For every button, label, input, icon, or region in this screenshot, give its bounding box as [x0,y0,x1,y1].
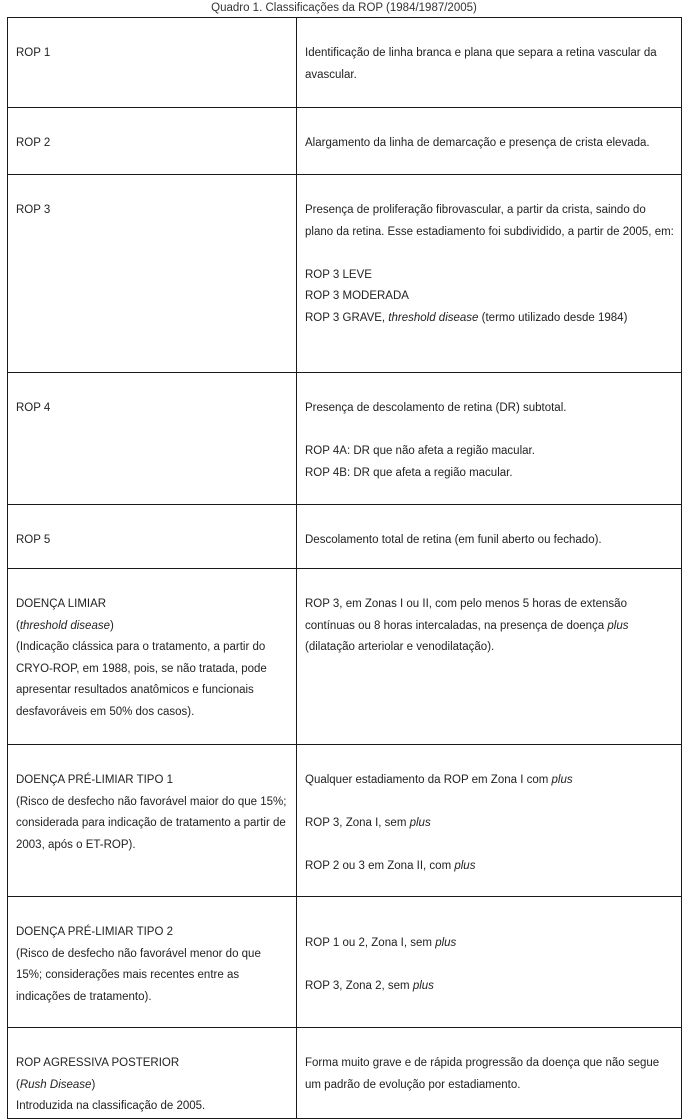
substage-item: ROP 3 MODERADA [305,290,409,302]
row-description-cell [297,373,682,505]
row-label-cell [8,745,297,897]
row-description-cell [297,569,682,745]
row-description-cell [297,505,682,569]
row-label-cell [8,897,297,1028]
substage-item: ROP 4B: DR que afeta a região macular. [305,466,513,479]
row-note: (Risco de desfecho não favorável maior do que 15%; considerada para indicação de tratamento a partir de 2003, após o ET-ROP). [16,795,287,851]
row-description-cell [297,897,682,1028]
table-row [8,175,682,373]
table-row [8,505,682,569]
row-description: ROP 3, em Zonas I ou II, com pelo menos 5 horas de extensão contínuas ou 8 horas intercaladas, na presença de doença plus (dilatação arteriolar e venodilatação). [305,598,629,653]
substage-item: ROP 3 LEVE [305,268,372,281]
row-description-cell [297,1028,682,1119]
row-label: ROP 1 [16,47,51,59]
row-note: (Risco de desfecho não favorável menor do que 15%; considerações mais recentes entre as indicações de tratamento). [16,947,261,1003]
row-label-cell [8,373,297,505]
row-label-cell [8,1028,297,1119]
row-description: Presença de descolamento de retina (DR) subtotal. [305,402,567,414]
table-row [8,18,682,108]
row-description: Identificação de linha branca e plana que separa a retina vascular da avascular. [305,47,657,81]
table-row [8,373,682,505]
criteria-item: ROP 3, Zona I, sem plus [305,817,431,829]
row-description-cell [297,108,682,175]
row-description-cell [297,175,682,373]
row-label-alias: (Rush Disease) [16,1078,96,1091]
row-description-cell [297,18,682,108]
row-label: ROP 5 [16,534,51,546]
row-description: Descolamento total de retina (em funil aberto ou fechado). [305,534,602,546]
row-label-cell [8,505,297,569]
row-label: ROP 2 [16,137,51,149]
row-label: DOENÇA LIMIAR [16,598,107,610]
table-row [8,1028,682,1119]
table-caption: Quadro 1. Classificações da ROP (1984/1987/2005) [211,2,477,14]
row-note: Introduzida na classificação de 2005. [16,1100,206,1112]
substage-item: ROP 3 GRAVE, threshold disease (termo utilizado desde 1984) [305,311,628,324]
row-label-cell [8,175,297,373]
table-row [8,897,682,1028]
row-label-cell [8,108,297,175]
criteria-item: ROP 3, Zona 2, sem plus [305,980,434,992]
row-label: ROP AGRESSIVA POSTERIOR [16,1057,180,1069]
table-row [8,745,682,897]
table-row [8,569,682,745]
row-description-cell [297,745,682,897]
row-description: Forma muito grave e de rápida progressão da doença que não segue um padrão de evolução por estadiamento. [305,1057,660,1091]
row-label-cell [8,18,297,108]
row-label-cell [8,569,297,745]
criteria-item: ROP 1 ou 2, Zona I, sem plus [305,937,457,949]
criteria-item: ROP 2 ou 3 em Zona II, com plus [305,860,476,872]
criteria-item: Qualquer estadiamento da ROP em Zona I com plus [305,774,573,786]
substage-item: ROP 4A: DR que não afeta a região macular. [305,445,535,457]
row-label: DOENÇA PRÉ-LIMIAR TIPO 1 [16,774,173,786]
table-row [8,108,682,175]
row-label-alias: (threshold disease) [16,619,114,632]
row-description: Alargamento da linha de demarcação e presença de crista elevada. [305,137,650,149]
row-label: DOENÇA PRÉ-LIMIAR TIPO 2 [16,926,173,938]
rop-classification-table [7,17,682,1119]
row-description: Presença de proliferação fibrovascular, a partir da crista, saindo do plano da retina. Esse estadiamento foi subdividido, a partir de 2005, em: [305,204,674,238]
row-label: ROP 3 [16,204,51,216]
row-label: ROP 4 [16,402,51,414]
row-note: (Indicação clássica para o tratamento, a partir do CRYO-ROP, em 1988, pois, se não tratada, pode apresentar resultados anatômicos e funcionais desfavoráveis em 50% dos casos). [16,641,267,718]
